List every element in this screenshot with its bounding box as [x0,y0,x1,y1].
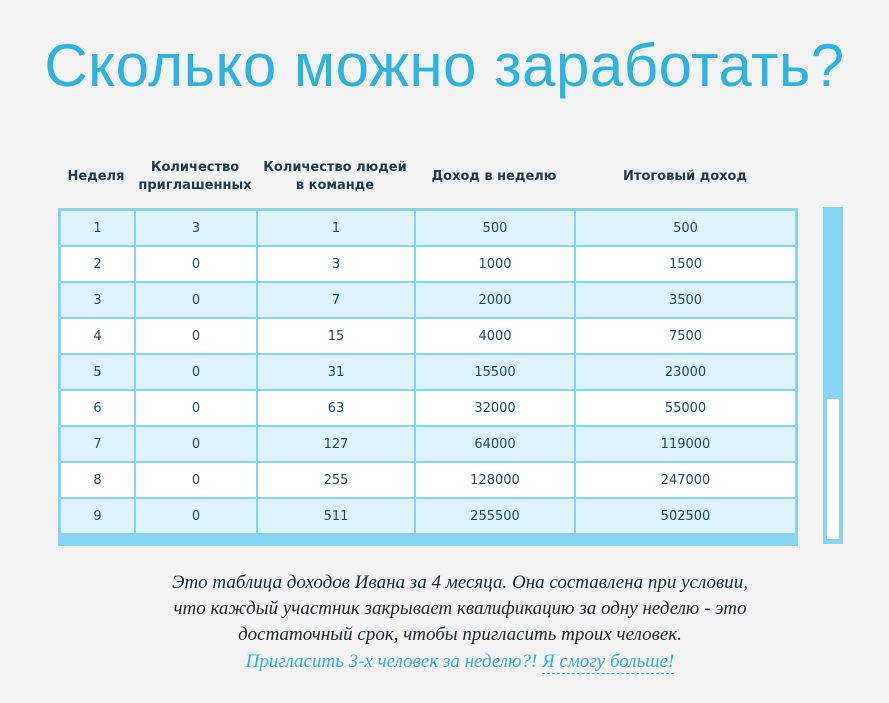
table-cell: 3 [61,282,135,318]
table-cell: 1500 [575,246,795,282]
description: Это таблица доходов Ивана за 4 месяца. Она составлена при условии, что каждый участник закрывает квалификацию за одну неделю - это достаточный срок, чтобы пригласить троих человек. [172,572,748,645]
table-cell: 5 [61,354,135,390]
table-cell: 0 [135,354,257,390]
table-cell: 1 [61,211,135,246]
table-cell: 502500 [575,498,795,533]
header-team-size: Количество людей в команде [263,160,407,193]
table-cell: 0 [135,318,257,354]
table-cell: 6 [61,390,135,426]
table-row [61,498,795,533]
table-cell: 2 [61,246,135,282]
link-row [90,650,830,674]
table-cell: 23000 [575,354,795,390]
table-cell: 500 [415,211,575,246]
table-row [61,282,795,318]
table-cell: 2000 [415,282,575,318]
table-row [61,390,795,426]
table-cell: 0 [135,498,257,533]
table-cell: 7 [257,282,415,318]
table-cell: 127 [257,426,415,462]
income-table-container [58,208,798,546]
invite-three-link[interactable]: Пригласить 3-х человек за неделю?! [245,651,538,672]
can-do-more-link[interactable]: Я смогу больше! [542,651,675,672]
table-cell: 119000 [575,426,795,462]
header-weekly-income: Доход в неделю [431,169,557,184]
table-header [58,152,796,202]
table-cell: 1000 [415,246,575,282]
table-cell: 9 [61,498,135,533]
table-row [61,318,795,354]
table-cell: 8 [61,462,135,498]
table-row [61,462,795,498]
table-cell: 0 [135,462,257,498]
table-scrollbar[interactable] [823,207,843,544]
scrollbar-track[interactable] [827,399,839,539]
table-cell: 511 [257,498,415,533]
table-cell: 255 [257,462,415,498]
table-row [61,211,795,246]
table-cell: 3 [135,211,257,246]
header-week: Неделя [67,169,125,184]
table-cell: 500 [575,211,795,246]
table-cell: 4 [61,318,135,354]
table-cell: 64000 [415,426,575,462]
header-invited: Количество приглашенных [138,160,252,193]
table-cell: 3 [257,246,415,282]
table-cell: 4000 [415,318,575,354]
table-cell: 247000 [575,462,795,498]
page-title: Сколько можно заработать? [44,32,845,99]
table-cell: 63 [257,390,415,426]
table-cell: 15 [257,318,415,354]
table-cell: 128000 [415,462,575,498]
header-total-income: Итоговый доход [623,169,747,184]
table-cell: 0 [135,390,257,426]
table-cell: 31 [257,354,415,390]
table-cell: 15500 [415,354,575,390]
table-cell: 0 [135,282,257,318]
table-row [61,354,795,390]
table-cell: 255500 [415,498,575,533]
table-cell: 32000 [415,390,575,426]
table-cell: 7500 [575,318,795,354]
table-row [61,246,795,282]
table-cell: 7 [61,426,135,462]
income-table [61,211,795,533]
table-cell: 1 [257,211,415,246]
table-row [61,426,795,462]
table-cell: 55000 [575,390,795,426]
table-cell: 0 [135,426,257,462]
table-cell: 3500 [575,282,795,318]
table-cell: 0 [135,246,257,282]
